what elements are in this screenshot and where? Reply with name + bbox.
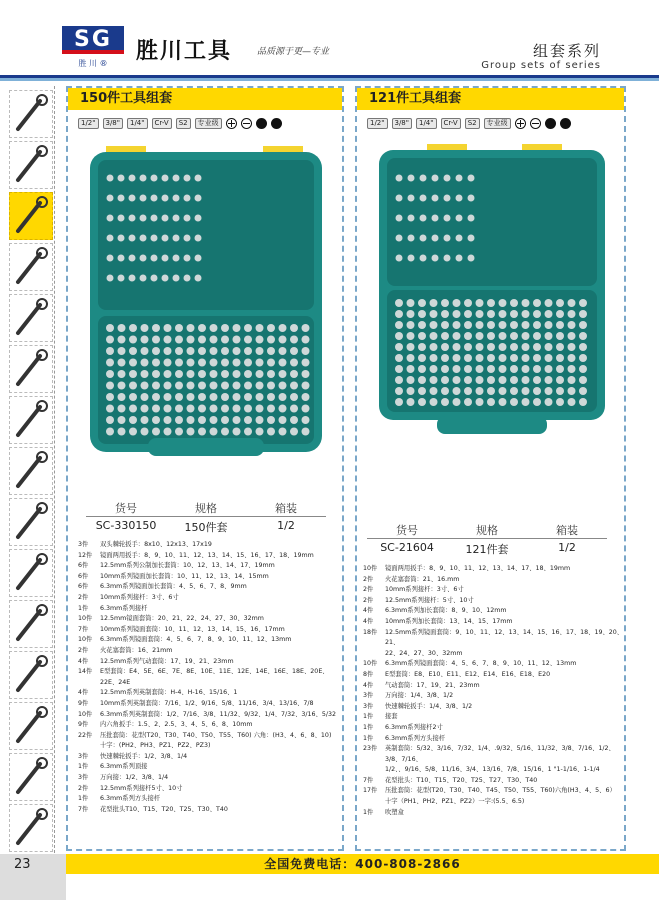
- part-description: 10mm系列接杆：3寸、6寸: [385, 586, 464, 594]
- part-row: [78, 561, 340, 572]
- part-description: 火花塞套筒：21、16.mm: [385, 575, 460, 583]
- part-quantity: 9件: [78, 699, 89, 707]
- part-description: 12.5mm镜面套筒：20、21、22、24、27、30、32mm: [100, 615, 264, 623]
- part-quantity: [363, 797, 385, 808]
- part-description: 6.3mm系列接杆: [100, 604, 148, 612]
- part-description: 10mm系列接杆：3寸、6寸: [100, 593, 179, 601]
- part-row: [78, 625, 340, 636]
- screwdriver-icon: [9, 498, 53, 546]
- part-row: [363, 723, 625, 734]
- part-quantity: 22件: [78, 731, 93, 739]
- item-no: SC-21604: [380, 541, 434, 554]
- part-description: 快速棘轮扳手：1/4、3/8、1/2: [385, 702, 473, 710]
- part-description: 6.3mm系列镜面套筒：4、5、6、7、8、9、10、11、12、13mm: [385, 660, 577, 668]
- part-row: [363, 606, 625, 617]
- part-description: 10mm系列英制套筒：7/16、1/2、9/16、5/8、11/16、3/4、13/16、7/8: [100, 699, 314, 707]
- part-quantity: [363, 765, 385, 776]
- part-quantity: 2件: [363, 586, 374, 594]
- part-quantity: 7件: [78, 805, 89, 813]
- tape-measure-icon: [9, 651, 53, 699]
- part-row: [78, 794, 340, 805]
- packing: 1/2: [277, 519, 295, 532]
- part-quantity: 6件: [78, 583, 89, 591]
- section-title-cn: 组套系列: [532, 42, 601, 60]
- part-quantity: 1件: [78, 604, 89, 612]
- part-row: [363, 617, 625, 628]
- part-quantity: 12件: [78, 551, 93, 559]
- product-panel-121: [355, 86, 626, 851]
- phillips-icon: [226, 118, 237, 129]
- logo-subtext: 胜 川 ®: [78, 59, 108, 68]
- part-row: [78, 604, 340, 615]
- tag-crv: Cr-V: [152, 118, 172, 129]
- pipe-wrench-icon: [9, 396, 53, 444]
- product-panel-150: [66, 86, 344, 851]
- part-row: [78, 646, 340, 657]
- tag-three-eighths: 3/8": [392, 118, 413, 129]
- crimper-icon: [9, 447, 53, 495]
- part-row: [78, 635, 340, 646]
- product-title: 121件工具组套: [357, 88, 624, 110]
- part-description: 十字：(PH2、PH3、PZ1、PZ2、PZ3): [100, 742, 211, 750]
- part-row: [78, 540, 340, 551]
- part-quantity: 6件: [78, 572, 89, 580]
- part-quantity: 10件: [78, 615, 93, 623]
- part-quantity: 10件: [363, 565, 378, 572]
- part-row: [78, 752, 340, 763]
- spec-table: [367, 522, 607, 557]
- tag-half-inch: 1/2": [78, 118, 99, 129]
- product-title: 150件工具组套: [68, 88, 342, 110]
- logo: [62, 26, 124, 66]
- part-description: 压批套筒：花型(T20、T30、T40、T45、T50、T55、T60)六角(H3、4、5、6）: [385, 787, 616, 795]
- spec: 121件套: [465, 543, 509, 556]
- part-description: 6.3mm系列镜面套筒：4、5、6、7、8、9、10、11、12、13mm: [100, 636, 292, 644]
- part-description: 花型批头：T10、T15、T20、T25、T27、T30、T40: [385, 776, 538, 784]
- part-row: [78, 582, 340, 593]
- part-description: E型套筒：E4、5E、6E、7E、8E、10E、11E、12E、14E、16E、18E、20E、22E、24E: [100, 668, 329, 686]
- part-row: [363, 649, 625, 660]
- hex-icon: [256, 118, 267, 129]
- tag-three-eighths: 3/8": [103, 118, 124, 129]
- part-row: [363, 765, 625, 776]
- part-row: [78, 710, 340, 721]
- part-row: [363, 628, 625, 649]
- part-quantity: 4件: [363, 681, 374, 689]
- col-spec: 规格: [476, 524, 498, 537]
- part-quantity: 3件: [363, 702, 374, 710]
- item-no: SC-330150: [95, 519, 157, 532]
- tag-s2: S2: [465, 118, 480, 129]
- part-description: 英制套筒：5/32、3/16、7/32、1/4、.9/32、5/16、11/32、3/8、7/16、1/2、3/8、7/16、: [385, 745, 615, 763]
- part-description: 1/2、、9/16、5/8、11/16、3/4、13/16、7/8、15/16、1 "1-1/16、1-1/4: [385, 766, 600, 774]
- part-description: 10mm系列镜面套筒：10、11、12、13、14、15、16、17mm: [100, 625, 285, 633]
- part-row: [363, 786, 625, 797]
- tag-quarter-inch: 1/4": [416, 118, 437, 129]
- feature-tags: [78, 116, 282, 130]
- part-quantity: 10件: [363, 660, 378, 668]
- part-row: [78, 805, 340, 816]
- part-description: 6.3mm系列方头接杆: [100, 795, 161, 803]
- part-description: 双头棘轮扳手：8x10、12x13、17x19: [100, 541, 212, 548]
- part-row: [78, 773, 340, 784]
- part-quantity: 4件: [363, 617, 374, 625]
- part-row: [78, 657, 340, 668]
- part-quantity: 3件: [78, 752, 89, 760]
- part-row: [78, 688, 340, 699]
- part-description: 12.5mm系列接杆：5寸、10寸: [385, 596, 474, 604]
- part-quantity: 9件: [78, 721, 89, 729]
- part-description: 12.5mm系列公制加长套筒：10、12、13、14、17、19mm: [100, 562, 275, 570]
- part-description: 6.3mm系列加长套筒：8、9、10、12mm: [385, 607, 507, 615]
- part-quantity: 1件: [363, 723, 374, 731]
- part-quantity: 3件: [78, 774, 89, 782]
- part-description: 内六角扳手：1.5、2、2.5、3、4、5、6、8、10mm: [100, 721, 253, 729]
- hex-key-icon: [9, 345, 53, 393]
- hex-icon: [545, 118, 556, 129]
- part-row: [78, 720, 340, 731]
- slotted-icon: [241, 118, 252, 129]
- part-row: [78, 784, 340, 795]
- slotted-icon: [530, 118, 541, 129]
- part-row: [78, 667, 340, 688]
- part-description: 气动套筒：17、19、21、23mm: [385, 681, 480, 689]
- phillips-icon: [515, 118, 526, 129]
- col-spec: 规格: [195, 502, 217, 515]
- spec-table: [86, 500, 326, 535]
- part-row: [78, 614, 340, 625]
- part-quantity: 6件: [78, 562, 89, 570]
- part-row: [363, 670, 625, 681]
- part-description: 10mm系列镜面加长套筒：10、11、12、13、14、15mm: [100, 572, 269, 580]
- part-quantity: 8件: [363, 670, 374, 678]
- tag-professional: 专业级: [484, 118, 511, 129]
- part-row: [78, 572, 340, 583]
- part-description: 吹塑盒: [385, 808, 404, 816]
- tag-crv: Cr-V: [441, 118, 461, 129]
- part-quantity: 3件: [363, 692, 374, 700]
- part-row: [78, 731, 340, 742]
- packing: 1/2: [558, 541, 576, 554]
- locking-pliers-icon: [9, 600, 53, 648]
- part-quantity: 23件: [363, 745, 378, 753]
- hammer-icon: [9, 702, 53, 750]
- part-quantity: 7件: [78, 625, 89, 633]
- socket-set-icon: [9, 192, 53, 240]
- part-description: 6.3mm系列英制套筒：1/2、7/16、3/8、11/32、9/32、1/4、7/32、3/16、5/32: [100, 710, 336, 718]
- tag-professional: 专业级: [195, 118, 222, 129]
- part-description: 12.5mm系列英制套筒：H-4、H-16、15/16、1: [100, 689, 238, 697]
- tag-s2: S2: [176, 118, 191, 129]
- part-description: 接套: [385, 713, 398, 721]
- toolcase-image: [377, 138, 607, 448]
- part-description: 十字（PH1、PH2、PZ1、PZ2）一字:(5.5、6.5): [385, 798, 525, 806]
- wrench-icon: [9, 90, 53, 138]
- part-description: 12.5mm系列镜面套筒：9、10、11、12、13、14、15、16、17、18、19、20、21、: [385, 628, 624, 647]
- brand-name: 胜川工具: [136, 38, 233, 64]
- part-description: 6.3mm系列接杆2寸: [385, 723, 443, 731]
- part-quantity: 4件: [363, 607, 374, 615]
- col-item-no: 货号: [396, 524, 418, 537]
- part-row: [363, 734, 625, 745]
- part-quantity: 2件: [78, 646, 89, 654]
- ratchet-icon: [9, 243, 53, 291]
- part-description: E型套筒：E8、E10、E11、E12、E14、E16、E18、E20: [385, 670, 551, 678]
- part-quantity: 2件: [78, 593, 89, 601]
- part-row: [78, 762, 340, 773]
- part-quantity: 4件: [78, 689, 89, 697]
- part-description: 镜面两用扳手：8、9、10、11、12、13、14、15、16、17、18、19mm: [100, 551, 314, 559]
- part-description: 6.3mm系列镜面加长套筒：4、5、6、7、8、9mm: [100, 583, 247, 591]
- part-quantity: 1件: [363, 734, 374, 742]
- part-quantity: 7件: [363, 776, 374, 784]
- part-row: [363, 585, 625, 596]
- part-description: 10mm系列加长套筒：13、14、15、17mm: [385, 617, 513, 625]
- part-row: [363, 797, 625, 808]
- part-quantity: [78, 741, 100, 752]
- tag-quarter-inch: 1/4": [127, 118, 148, 129]
- torx-icon: [271, 118, 282, 129]
- part-description: 6.3mm系列顶接: [100, 763, 148, 771]
- category-strip: [5, 86, 55, 858]
- part-quantity: 1件: [78, 795, 89, 803]
- part-quantity: 1件: [78, 763, 89, 771]
- puller-icon: [9, 753, 53, 801]
- part-row: [363, 564, 625, 575]
- part-row: [363, 681, 625, 692]
- toolbox-icon: [9, 804, 53, 852]
- part-quantity: 10件: [78, 636, 93, 644]
- pliers-icon: [9, 141, 53, 189]
- hotline-bar: 全国免费电话：400-808-2866: [66, 854, 659, 874]
- part-row: [363, 744, 625, 765]
- spec: 150件套: [184, 521, 228, 534]
- part-description: 万向接：1/2、3/8、1/4: [100, 774, 169, 782]
- bolt-cutter-icon: [9, 294, 53, 342]
- part-row: [363, 691, 625, 702]
- part-quantity: 2件: [363, 575, 374, 583]
- part-row: [78, 741, 340, 752]
- part-row: [363, 702, 625, 713]
- brand-slogan: 品质源于更—专业: [257, 47, 330, 57]
- part-row: [78, 699, 340, 710]
- parts-list: [78, 540, 340, 815]
- torx-icon: [560, 118, 571, 129]
- long-nose-pliers-icon: [9, 549, 53, 597]
- part-row: [363, 575, 625, 586]
- page-number: 23: [0, 854, 66, 900]
- feature-tags: [367, 116, 571, 130]
- part-description: 万向接：1/4、3/8、1/2: [385, 692, 454, 700]
- tag-half-inch: 1/2": [367, 118, 388, 129]
- header-divider: [0, 75, 659, 81]
- part-quantity: 17件: [363, 787, 378, 795]
- parts-list: [363, 564, 625, 818]
- col-packing: 箱装: [556, 524, 578, 537]
- part-quantity: 10件: [78, 710, 93, 718]
- part-row: [363, 596, 625, 607]
- part-quantity: 1件: [363, 713, 374, 721]
- part-row: [78, 551, 340, 562]
- part-description: 镜面两用扳手：8、9、10、11、12、13、14、17、18、19mm: [385, 565, 571, 572]
- part-quantity: 14件: [78, 668, 93, 676]
- col-packing: 箱装: [275, 502, 297, 515]
- col-item-no: 货号: [115, 502, 137, 515]
- part-description: 22、24、27、30、32mm: [385, 649, 463, 657]
- part-description: 花型批头T10、T15、T20、T25、T30、T40: [100, 805, 228, 813]
- part-description: 快速棘轮扳手：1/2、3/8、1/4: [100, 752, 188, 760]
- part-description: 12.5mm系列接杆5寸、10寸: [100, 784, 183, 792]
- part-row: [363, 659, 625, 670]
- part-quantity: 3件: [78, 541, 89, 548]
- part-quantity: 2件: [363, 596, 374, 604]
- part-row: [363, 808, 625, 819]
- part-quantity: [363, 649, 385, 660]
- part-quantity: 18件: [363, 628, 378, 636]
- part-quantity: 2件: [78, 784, 89, 792]
- part-description: 压批套筒：花型(T20、T30、T40、T50、T55、T60) 六角：(H3、4、6、8、10): [100, 731, 332, 739]
- part-quantity: 1件: [363, 808, 374, 816]
- part-row: [363, 712, 625, 723]
- part-description: 6.3mm系列方头接杆: [385, 734, 446, 742]
- toolcase-image: [88, 138, 324, 473]
- logo-mark: SG: [62, 26, 124, 54]
- part-row: [363, 776, 625, 787]
- part-quantity: 4件: [78, 657, 89, 665]
- section-title-en: Group sets of series: [481, 60, 601, 71]
- part-row: [78, 593, 340, 604]
- part-description: 火花塞套筒：16、21mm: [100, 646, 173, 654]
- part-description: 12.5mm系列气动套筒：17、19、21、23mm: [100, 657, 234, 665]
